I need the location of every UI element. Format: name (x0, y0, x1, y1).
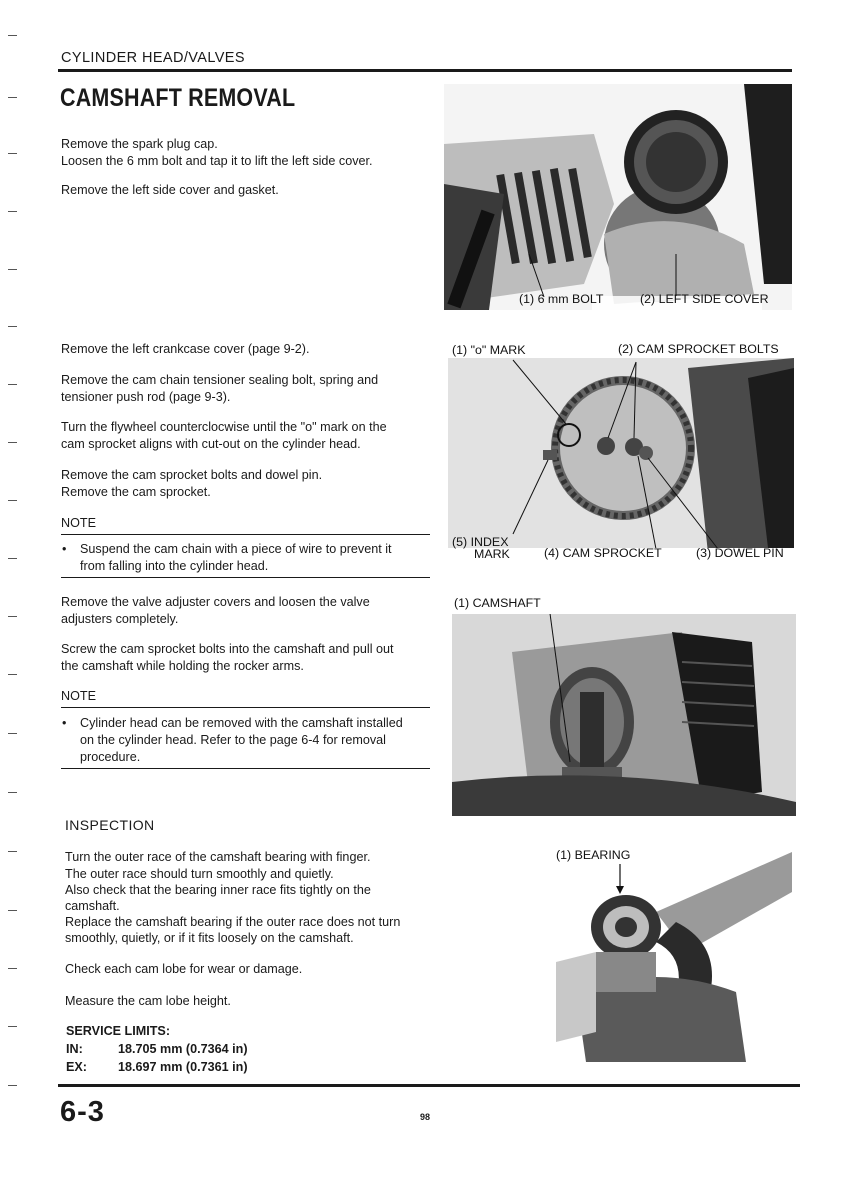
caption-left-side-cover: (2) LEFT SIDE COVER (640, 292, 769, 306)
margin-mark (8, 851, 17, 852)
note-rule-top (61, 707, 430, 708)
limit-in-value: 18.705 mm (0.7364 in) (118, 1042, 248, 1056)
caption-bearing: (1) BEARING (556, 848, 631, 862)
photo-bearing (556, 842, 792, 1068)
removal-step-8: Remove the cam sprocket. (61, 485, 211, 499)
removal-step-4: Remove the left crankcase cover (page 9-2). (61, 342, 310, 356)
inspection-line-8: Measure the cam lobe height. (65, 994, 231, 1008)
margin-mark (8, 1085, 17, 1086)
margin-mark (8, 968, 17, 969)
removal-step-7: Remove the cam sprocket bolts and dowel pin. (61, 468, 323, 482)
inspection-line-3: Also check that the bearing inner race fits tightly on the (65, 883, 371, 897)
margin-mark (8, 792, 17, 793)
note-label: NOTE (61, 689, 96, 703)
figure-camshaft (452, 592, 796, 816)
margin-mark (8, 558, 17, 559)
limit-in (66, 1040, 248, 1058)
removal-step-10b: the camshaft while holding the rocker arms. (61, 659, 304, 673)
note-rule-top (61, 534, 430, 535)
removal-step-5a: Remove the cam chain tensioner sealing bolt, spring and (61, 373, 379, 387)
note-label: NOTE (61, 516, 96, 530)
caption-index-mark-a: (5) INDEX (452, 535, 509, 549)
bullet-icon: • (62, 716, 67, 730)
removal-step-2: Loosen the 6 mm bolt and tap it to lift the left side cover. (61, 154, 373, 168)
caption-cam-sprocket: (4) CAM SPROCKET (544, 546, 662, 560)
margin-mark (8, 35, 17, 36)
inspection-line-7: Check each cam lobe for wear or damage. (65, 962, 303, 976)
removal-step-10a: Screw the cam sprocket bolts into the camshaft and pull out (61, 642, 394, 656)
margin-mark (8, 153, 17, 154)
removal-step-6a: Turn the flywheel counterclocwise until the "o" mark on the (61, 420, 387, 434)
note-rule-bottom (61, 768, 430, 769)
note-box (62, 715, 434, 766)
figure-cam-sprocket (448, 338, 794, 566)
caption-cam-sprocket-bolts: (2) CAM SPROCKET BOLTS (618, 342, 779, 356)
inspection-line-6: smoothly, quietly, or if it fits loosely on the camshaft. (65, 931, 354, 945)
removal-step-5b: tensioner push rod (page 9-3). (61, 390, 231, 404)
removal-step-9b: adjusters completely. (61, 612, 179, 626)
margin-mark (8, 674, 17, 675)
inspection-line-1: Turn the outer race of the camshaft bearing with finger. (65, 850, 371, 864)
limit-in-key: IN: (66, 1042, 83, 1056)
margin-mark (8, 910, 17, 911)
margin-mark (8, 326, 17, 327)
note-text-c: procedure. (80, 750, 141, 764)
margin-mark (8, 442, 17, 443)
inspection-line-5: Replace the camshaft bearing if the outer race does not turn (65, 915, 401, 929)
removal-step-1: Remove the spark plug cap. (61, 137, 218, 151)
margin-mark (8, 97, 17, 98)
limit-ex-key: EX: (66, 1060, 87, 1074)
note-text-a: Suspend the cam chain with a piece of wire to prevent it (80, 542, 392, 556)
removal-step-6b: cam sprocket aligns with cut-out on the cylinder head. (61, 437, 361, 451)
note-text-b: from falling into the cylinder head. (80, 559, 269, 573)
removal-step-9a: Remove the valve adjuster covers and loosen the valve (61, 595, 370, 609)
margin-mark (8, 616, 17, 617)
caption-index-mark-b: MARK (474, 547, 510, 561)
note-rule-bottom (61, 577, 430, 578)
caption-o-mark: (1) "o" MARK (452, 343, 526, 357)
margin-mark (8, 211, 17, 212)
page-number: 6-3 (60, 1096, 105, 1128)
figure-bearing (556, 842, 792, 1068)
section-header: CYLINDER HEAD/VALVES (61, 50, 245, 66)
note-text-b: on the cylinder head. Refer to the page 6-4 for removal (80, 733, 386, 747)
page-title: CAMSHAFT REMOVAL (60, 84, 296, 112)
margin-mark (8, 733, 17, 734)
inspection-heading: INSPECTION (65, 817, 155, 833)
service-limits (66, 1022, 248, 1076)
header-rule (58, 69, 792, 72)
caption-6mm-bolt: (1) 6 mm BOLT (519, 292, 604, 306)
photo-left-side-cover (444, 84, 792, 310)
caption-dowel-pin: (3) DOWEL PIN (696, 546, 784, 560)
caption-camshaft: (1) CAMSHAFT (454, 596, 541, 610)
note-text-a: Cylinder head can be removed with the camshaft installed (80, 716, 403, 730)
bullet-icon: • (62, 542, 67, 556)
service-limits-label: SERVICE LIMITS: (66, 1024, 171, 1038)
note-box (62, 541, 434, 575)
figure-left-side-cover (444, 84, 792, 310)
footer-rule (58, 1084, 800, 1087)
inspection-line-4: camshaft. (65, 899, 120, 913)
removal-step-3: Remove the left side cover and gasket. (61, 183, 279, 197)
margin-mark (8, 1026, 17, 1027)
margin-mark (8, 269, 17, 270)
limit-ex (66, 1058, 248, 1076)
photo-camshaft (452, 592, 796, 816)
margin-mark (8, 384, 17, 385)
inspection-line-2: The outer race should turn smoothly and quietly. (65, 867, 334, 881)
margin-mark (8, 500, 17, 501)
limit-ex-value: 18.697 mm (0.7361 in) (118, 1060, 248, 1074)
photo-cam-sprocket (448, 338, 794, 566)
folio-number: 98 (420, 1112, 431, 1122)
